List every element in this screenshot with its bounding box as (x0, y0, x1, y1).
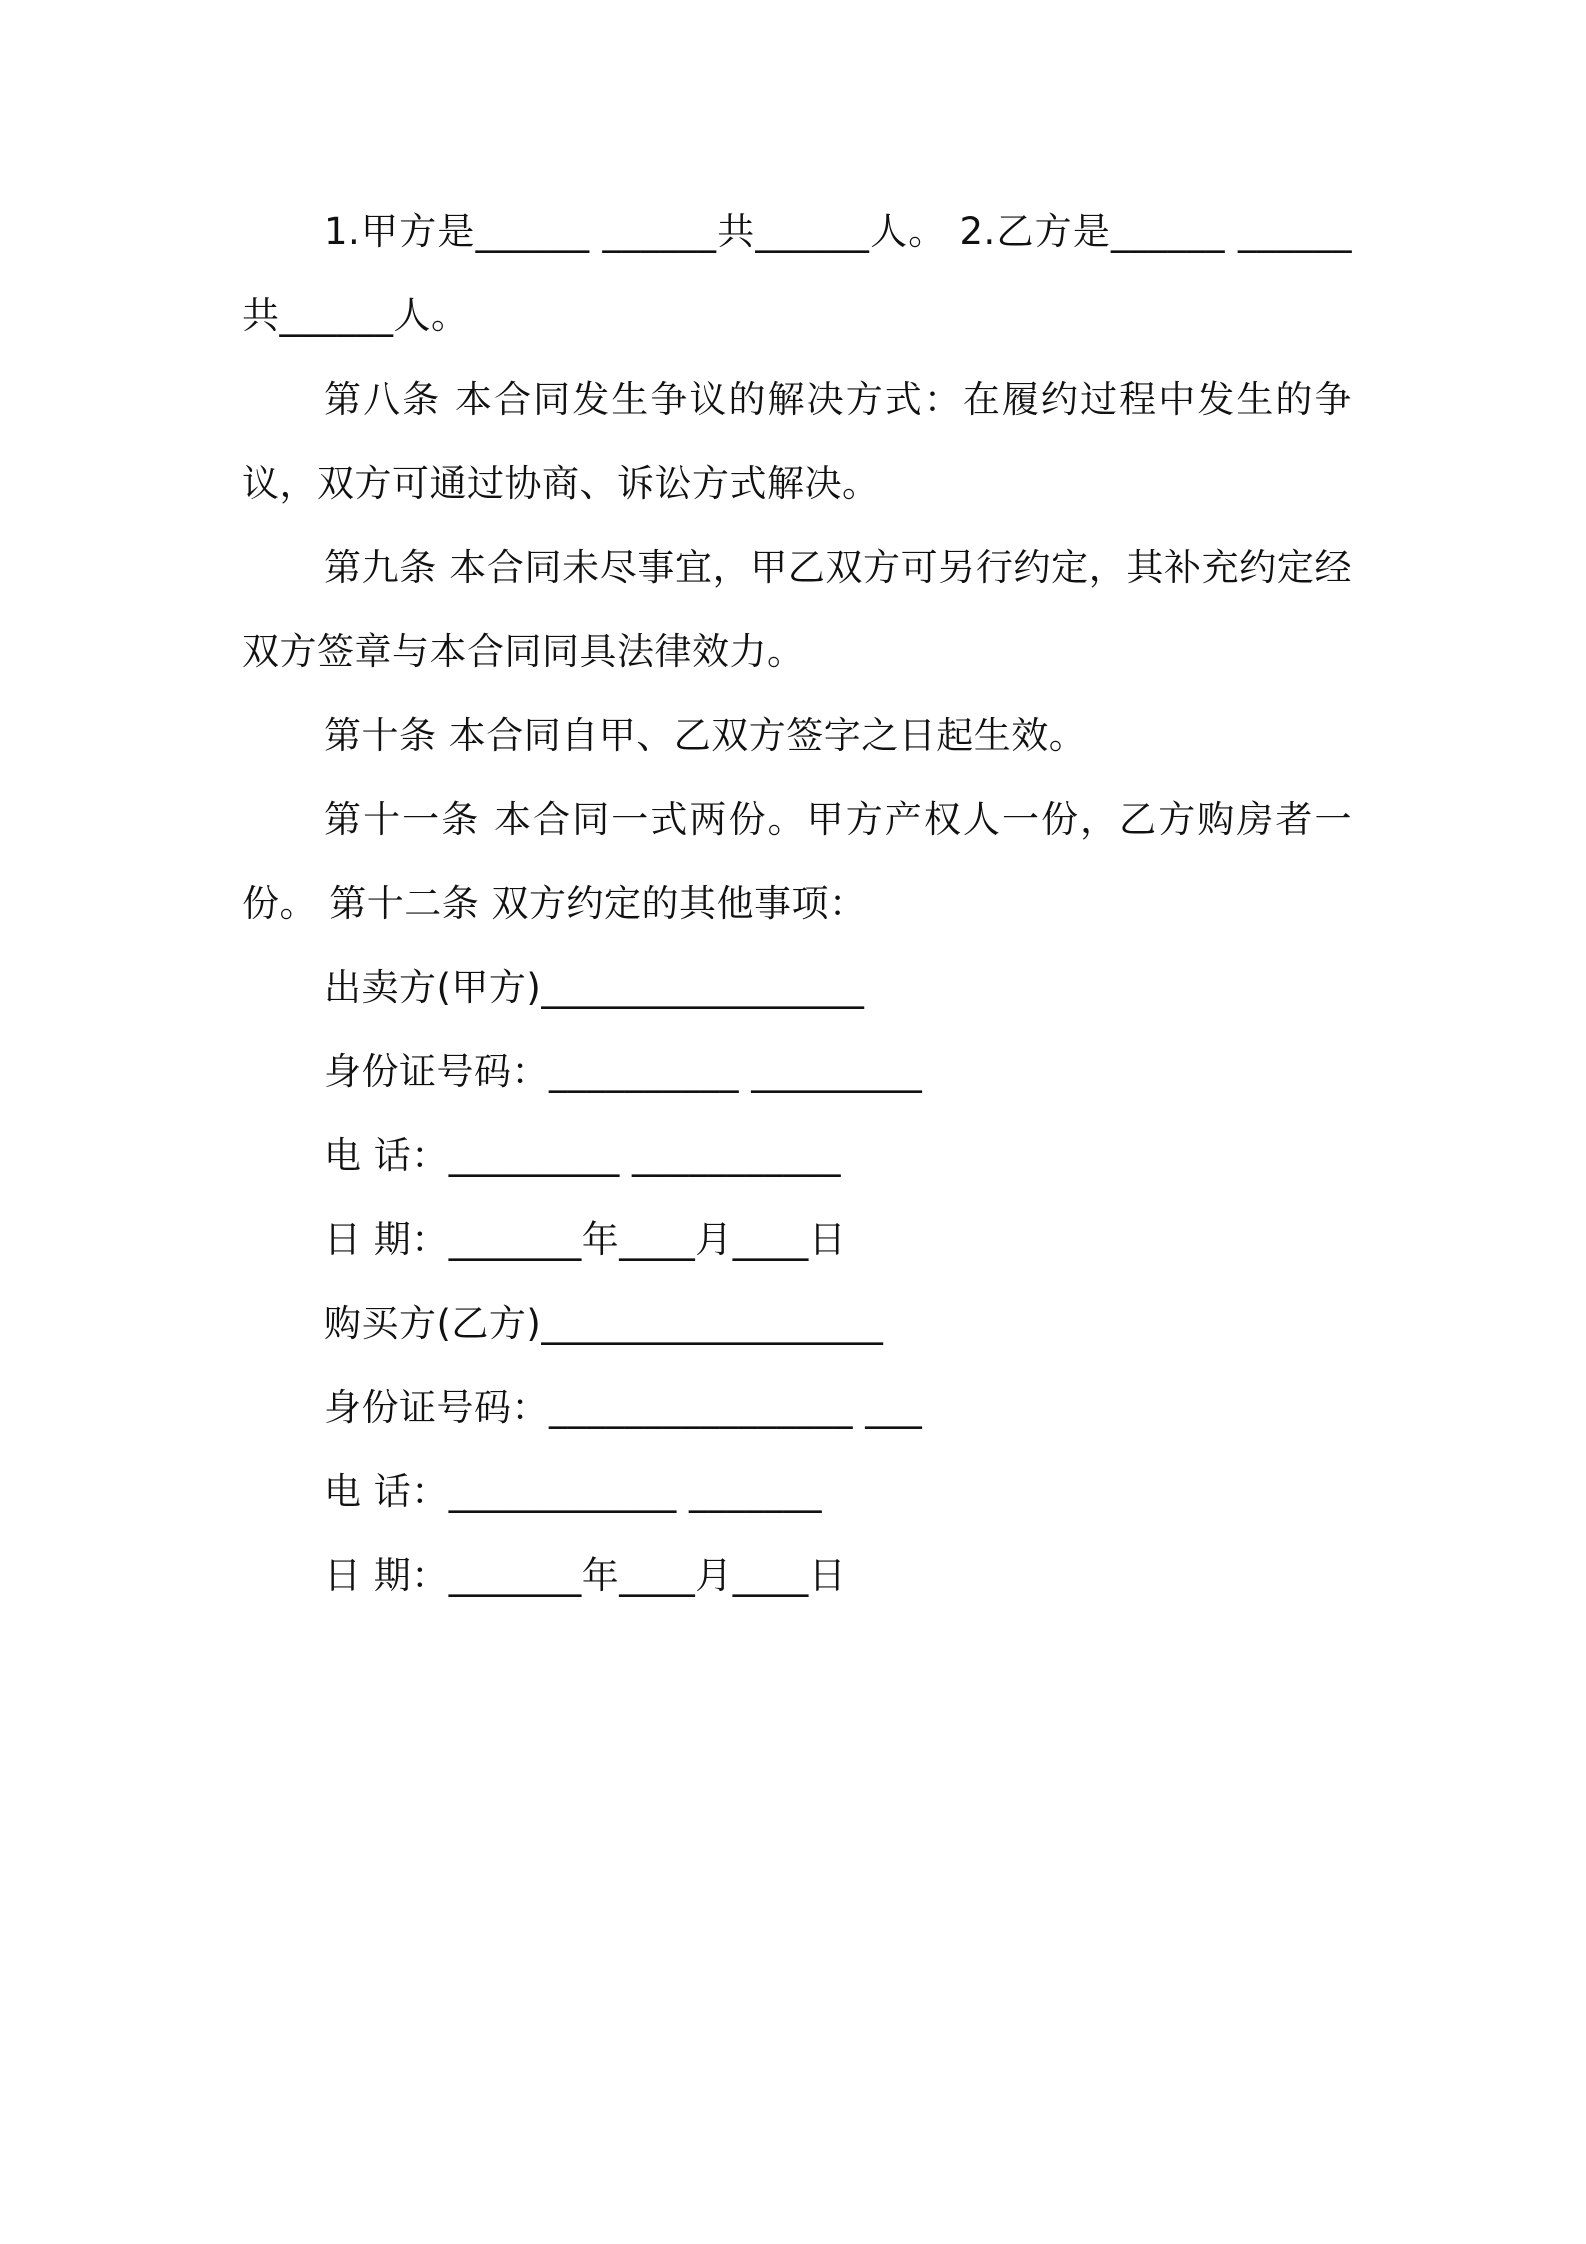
buyer-phone-line: 电 话：____________ _______ (324, 1470, 823, 1513)
buyer-party-line: 购买方(乙方)__________________ (324, 1302, 884, 1345)
article-9-supplementary-terms: 第九条 本合同未尽事宜，甲乙双方可另行约定，其补充约定经双方签章与本合同同具法律效力。 (242, 546, 1352, 673)
seller-signature-block (242, 946, 1352, 1282)
article-10-effective-date: 第十条 本合同自甲、乙双方签字之日起生效。 (324, 714, 1087, 757)
buyer-id-number-line: 身份证号码：________________ ___ (324, 1386, 923, 1429)
party-count-clause: 1.甲方是______ ______共______人。 2.乙方是______ ______共______人。 (242, 210, 1352, 337)
seller-phone-line: 电 话：_________ ___________ (324, 1134, 842, 1177)
seller-party-line: 出卖方(甲方)_________________ (324, 966, 865, 1009)
seller-id-number-line: 身份证号码：__________ _________ (324, 1050, 923, 1093)
contract-page (242, 190, 1352, 1618)
buyer-date-line: 日 期：_______年____月____日 (324, 1554, 847, 1597)
buyer-signature-block (242, 1282, 1352, 1618)
article-11-12-copies-and-other-terms: 第十一条 本合同一式两份。甲方产权人一份，乙方购房者一份。 第十二条 双方约定的其他事项： (242, 798, 1352, 925)
seller-date-line: 日 期：_______年____月____日 (324, 1218, 847, 1261)
article-8-dispute-resolution: 第八条 本合同发生争议的解决方式：在履约过程中发生的争议，双方可通过协商、诉讼方式解决。 (242, 378, 1352, 505)
